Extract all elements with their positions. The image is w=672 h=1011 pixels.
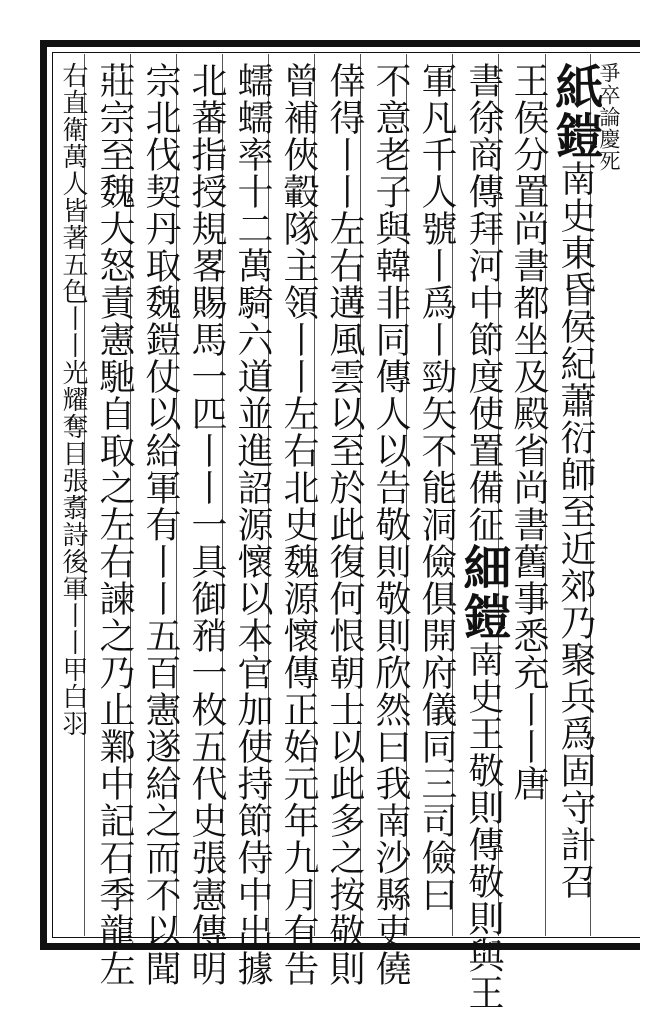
column-text: 蠕蠕率十二萬騎六道並進詔源懷以本官加使持節侍中出據 <box>232 62 273 987</box>
text-column-9 <box>229 62 275 987</box>
column-text: 不意老子與韓非同傳人以告敬則敬則欣然曰我南沙縣吏僥 <box>370 62 411 987</box>
text-column-13 <box>56 62 90 922</box>
column-text: 王侯分置尚書都坐及殿省尚書舊事悉充丨丨唐 <box>508 62 549 802</box>
text-column-5 <box>413 62 459 922</box>
column-text: 書徐商傳拜河中節度使置備征 <box>463 62 504 543</box>
column-text: 南史王敬則傳敬則與王 <box>463 641 504 1011</box>
column-text: 爭卒論慶死 <box>597 62 621 172</box>
text-column-4 <box>455 62 511 1011</box>
column-text: 軍凡千人號丨爲丨勁矢不能洞 <box>416 62 457 543</box>
column-text: 倖得丨丨左右遘風雲以至於此復何恨朝士以此多之按敬則 <box>324 62 365 987</box>
column-text: 右直衛萬人皆著五色丨丨光耀奪目張翥詩後軍丨丨甲白羽 <box>58 62 88 737</box>
headword: 紙鎧 <box>547 62 603 160</box>
text-column-1 <box>598 62 620 922</box>
text-column-2 <box>547 62 603 922</box>
text-column-10 <box>183 62 229 987</box>
text-column-8 <box>275 62 321 987</box>
column-text: 北蕃指授規畧賜馬一匹丨丨一具御矟一枚五代史張憲傳明 <box>186 62 227 987</box>
column-text: 宗北伐契丹取魏鎧仗以給軍有丨丨五百憲遂給之而不以聞 <box>140 62 181 987</box>
column-text: 儉俱開府儀同三司儉曰 <box>416 543 457 913</box>
column-text: 曾補俠轂隊主領丨丨左右北史魏源懷傳正始元年九月有吿 <box>278 62 319 987</box>
text-column-3 <box>505 62 551 922</box>
text-column-6 <box>367 62 413 987</box>
headword: 細鎧 <box>455 543 511 641</box>
column-text: 南史東昏侯紀蕭衍師至近郊乃聚兵爲固守計召 <box>555 160 596 900</box>
text-column-7 <box>321 62 367 987</box>
text-column-11 <box>137 62 183 987</box>
column-text: 莊宗至魏大怒責憲馳自取之左右諫之乃止鄴中記石季龍左 <box>94 62 135 987</box>
text-column-12 <box>91 62 137 987</box>
